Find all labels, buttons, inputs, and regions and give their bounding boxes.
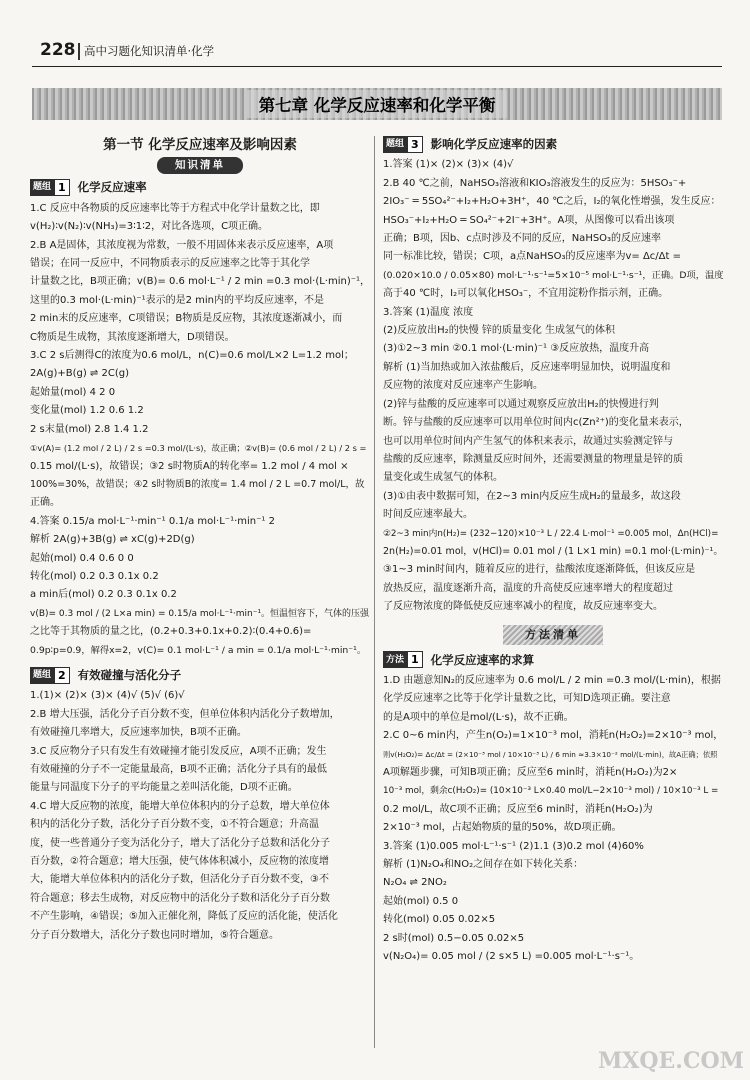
text-line: 了反应物浓度的降低使反应速率减小的程度，故反应速率变大。 bbox=[383, 601, 663, 613]
text-line: ②2~3 min内n(H₂)= (232−120)×10⁻³ L / 22.4 L·mol⁻¹ =0.005 mol，Δn(HCl)= bbox=[383, 528, 719, 539]
right-column bbox=[383, 132, 723, 966]
text-line: 这里的0.3 mol·(L·min)⁻¹表示的是2 min内的平均反应速率，不是 bbox=[30, 294, 324, 306]
text-line: 0.9p∶p=0.9，解得x=2，v(C)= 0.1 mol·L⁻¹ / a min = 0.1/a mol·L⁻¹·min⁻¹。 bbox=[30, 644, 367, 656]
text-line: 2.C 0~6 min内，产生n(O₂)=1×10⁻³ mol，消耗n(H₂O₂)=2×10⁻³ mol， bbox=[383, 730, 724, 742]
text-line: ③1~3 min时间内，随着反应的进行，盐酸浓度逐渐降低，但该反应是 bbox=[383, 564, 696, 576]
text-line: 1.答案 (1)× (2)× (3)× (4)√ bbox=[383, 159, 514, 171]
text-line: 3.C 2 s后测得C的浓度为0.6 mol/L，n(C)=0.6 mol/L×2 L=1.2 mol； bbox=[30, 350, 354, 362]
topic-tag: 题组 1 bbox=[30, 179, 70, 196]
page-number: 228 bbox=[40, 40, 76, 60]
method-tag: 方法 1 bbox=[383, 651, 423, 668]
text-line: 2×10⁻³ mol，占起始物质的量的50%，故D项正确。 bbox=[383, 822, 622, 834]
text-line: (3)①2~3 min ②0.1 mol·(L·min)⁻¹ ③反应放热，温度升高 bbox=[383, 343, 650, 355]
text-line: 时间反应速率最大。 bbox=[383, 509, 473, 521]
topic-tag: 题组 3 bbox=[383, 136, 423, 153]
text-line: 反应物的浓度对反应速率产生影响。 bbox=[383, 380, 543, 392]
watermark-logo: MXQE.COM bbox=[597, 1048, 744, 1074]
text-line: v(B)= 0.3 mol / (2 L×a min) = 0.15/a mol·L⁻¹·min⁻¹。恒温恒容下，气体的压强 bbox=[30, 608, 370, 619]
text-line: 4.答案 0.15/a mol·L⁻¹·min⁻¹ 0.1/a mol·L⁻¹·min⁻¹ 2 bbox=[30, 515, 275, 527]
answer-block-3 bbox=[383, 156, 723, 616]
answer-block-1 bbox=[30, 200, 370, 660]
topic-tag: 题组 2 bbox=[30, 667, 70, 684]
method-header-1 bbox=[383, 651, 723, 669]
text-line: 4.C 增大反应物的浓度，能增大单位体积内的分子总数，增大单位体 bbox=[30, 800, 330, 812]
knowledge-list-label: 知识清单 bbox=[30, 157, 370, 174]
text-line: 2.B A是固体，其浓度视为常数，一般不用固体来表示反应速率，A项 bbox=[30, 239, 334, 251]
text-line: 不产生影响，④错误；⑤加入正催化剂，降低了反应的活化能，使活化 bbox=[30, 911, 338, 923]
text-line: 解析 (1)N₂O₄和NO₂之间存在如下转化关系： bbox=[383, 859, 584, 871]
text-line: 之比等于其物质的量之比，(0.2+0.3+0.1x+0.2)∶(0.4+0.6)= bbox=[30, 626, 312, 638]
text-line: A项解题步骤，可知B项正确；反应至6 min时，消耗n(H₂O₂)为2× bbox=[383, 767, 678, 778]
text-line: 能量与同温度下分子的平均能量之差叫活化能，D项不正确。 bbox=[30, 782, 298, 794]
text-line: 则v(H₂O₂)= Δc/Δt = (2×10⁻³ mol / 10×10⁻³ L) / 6 min ≈3.3×10⁻² mol/(L·min)，故A正确；依照 bbox=[383, 749, 718, 759]
text-line: (2)反应放出H₂的快慢 锌的质量变化 生成氢气的体积 bbox=[383, 325, 616, 337]
text-line: (0.020×10.0 / 0.05×80) mol·L⁻¹·s⁻¹=5×10⁻⁵ mol·L⁻¹·s⁻¹，正确。D项，温度 bbox=[383, 269, 724, 281]
text-line: 3.C 反应物分子只有发生有效碰撞才能引发反应，A项不正确；发生 bbox=[30, 745, 327, 757]
topic-header-1 bbox=[30, 178, 370, 196]
text-line: a min后(mol) 0.2 0.3 0.1x 0.2 bbox=[30, 589, 177, 601]
text-line: 量变化或生成氢气的体积。 bbox=[383, 472, 503, 484]
text-line: 2.B 40 ℃之前，NaHSO₃溶液和KIO₃溶液发生的反应为：5HSO₃⁻+ bbox=[383, 177, 687, 189]
text-line: 放热反应，温度逐渐升高，温度的升高使反应速率增大的程度超过 bbox=[383, 582, 673, 594]
text-line: (2)锌与盐酸的反应速率可以通过观察反应放出H₂的快慢进行判 bbox=[383, 398, 659, 410]
text-line: 2n(H₂)=0.01 mol，v(HCl)= 0.01 mol / (1 L×1 min) =0.1 mol·(L·min)⁻¹。 bbox=[383, 545, 723, 557]
section-title: 第一节 化学反应速率及影响因素 bbox=[103, 137, 297, 153]
text-line: v(N₂O₄)= 0.05 mol / (2 s×5 L) =0.005 mol·L⁻¹·s⁻¹。 bbox=[383, 951, 640, 963]
text-line: 2IO₃⁻ ═ 5SO₄²⁻+I₂+H₂O+3H⁺，40 ℃之后，I₂的氧化性增强，发生反应： bbox=[383, 196, 721, 208]
text-line: 正确。 bbox=[30, 497, 60, 509]
text-line: 分子百分数增大，活化分子数也同时增加，⑤符合题意。 bbox=[30, 929, 279, 941]
text-line: 有效碰撞几率增大，反应速率加快，B项不正确。 bbox=[30, 727, 247, 739]
text-line: 起始(mol) 0.4 0.6 0 0 bbox=[30, 552, 134, 564]
text-line: 起始(mol) 0.5 0 bbox=[383, 895, 459, 907]
topic-title: 化学反应速率 bbox=[77, 180, 147, 195]
chapter-banner bbox=[32, 88, 722, 120]
text-line: 正确；B项，因b、c点时涉及不同的反应，NaHSO₃的反应速率 bbox=[383, 233, 662, 245]
method-list-label: 方法清单 bbox=[383, 625, 723, 645]
column-divider bbox=[374, 136, 375, 1048]
answer-block-method-1 bbox=[383, 672, 723, 967]
text-line: 1.C 反应中各物质的反应速率比等于方程式中化学计量数之比，即 bbox=[30, 202, 320, 214]
text-line: 1.(1)× (2)× (3)× (4)√ (5)√ (6)√ bbox=[30, 690, 185, 702]
chapter-title: 第七章 化学反应速率和化学平衡 bbox=[247, 90, 508, 118]
book-title: 高中习题化知识清单·化学 bbox=[84, 44, 215, 58]
topic-header-2 bbox=[30, 666, 370, 684]
topic-title: 影响化学反应速率的因素 bbox=[430, 137, 558, 151]
topic-title: 有效碰撞与活化分子 bbox=[77, 667, 182, 682]
text-line: 3.答案 (1)温度 浓度 bbox=[383, 306, 474, 318]
topic-title: 化学反应速率的求算 bbox=[430, 652, 535, 667]
text-line: 解析 (1)当加热或加入浓盐酸后，反应速率明显加快，说明温度和 bbox=[383, 361, 671, 373]
text-line: C物质是生成物，其浓度逐渐增大，D项错误。 bbox=[30, 331, 235, 343]
text-line: 大，能增大单位体积内的活化分子数，但活化分子百分数不变，③不 bbox=[30, 874, 329, 886]
text-line: 2 s末量(mol) 2.8 1.4 1.2 bbox=[30, 423, 149, 435]
text-line: (3)①由表中数据可知，在2~3 min内反应生成H₂的量最多，故这段 bbox=[383, 490, 681, 502]
text-line: 盐酸的反应速率，除测量反应时间外，还需要测量的物理量是锌的质 bbox=[383, 453, 683, 465]
text-line: 转化(mol) 0.2 0.3 0.1x 0.2 bbox=[30, 570, 159, 582]
header-divider bbox=[78, 43, 80, 60]
text-line: 1.D 由题意知N₂的反应速率为 0.6 mol/L / 2 min =0.3 mol/(L·min)，根据 bbox=[383, 674, 721, 686]
text-line: 断。锌与盐酸的反应速率可以用单位时间内c(Zn²⁺)的变化量来表示， bbox=[383, 417, 689, 429]
text-line: 积内的活化分子数，活化分子百分数不变，①不符合题意；升高温 bbox=[30, 819, 319, 831]
text-line: 错误；在同一反应中，不同物质表示的反应速率之比等于其化学 bbox=[30, 258, 310, 270]
text-line: 有效碰撞的分子不一定能量最高，B项不正确；活化分子具有的最低 bbox=[30, 764, 327, 775]
text-line: 的是A项中的单位是mol/(L·s)，故不正确。 bbox=[383, 711, 574, 723]
text-line: 2A(g)+B(g) ⇌ 2C(g) bbox=[30, 368, 129, 380]
text-line: 0.2 mol/L，故C项不正确；反应至6 min时，消耗n(H₂O₂)为 bbox=[383, 803, 653, 815]
topic-header-3 bbox=[383, 135, 723, 153]
text-line: 100%=30%，故错误；④2 s时物质B的浓度= 1.4 mol / 2 L =0.7 mol/L，故 bbox=[30, 478, 365, 490]
text-line: N₂O₄ ⇌ 2NO₂ bbox=[383, 877, 447, 889]
text-line: 2 s时(mol) 0.5−0.05 0.02×5 bbox=[383, 932, 525, 944]
text-line: 同一标准比较，错误；C项，a点NaHSO₃的反应速率为v= Δc/Δt = bbox=[383, 251, 681, 263]
left-column bbox=[30, 132, 370, 945]
text-line: v(H₂)∶v(N₂)∶v(NH₃)=3∶1∶2，对比各选项，C项正确。 bbox=[30, 221, 269, 233]
page-header bbox=[32, 40, 722, 67]
text-line: 百分数，②符合题意；增大压强，使气体体积减小，反应物的浓度增 bbox=[30, 856, 329, 868]
text-line: 2 min末的反应速率，C项错误；B物质是反应物，其浓度逐渐减小，而 bbox=[30, 313, 343, 325]
text-line: 化学反应速率之比等于化学计量数之比，可知D选项正确。要注意 bbox=[383, 693, 671, 705]
text-line: 转化(mol) 0.05 0.02×5 bbox=[383, 914, 496, 926]
text-line: HSO₃⁻+I₂+H₂O ═ SO₄²⁻+2I⁻+3H⁺。A项，从图像可以看出该项 bbox=[383, 214, 675, 226]
text-line: 10⁻³ mol，剩余c(H₂O₂)= (10×10⁻³ L×0.40 mol/L−2×10⁻³ mol) / 10×10⁻³ L = bbox=[383, 786, 719, 797]
text-line: 2.B 增大压强，活化分子百分数不变，但单位体积内活化分子数增加， bbox=[30, 708, 340, 720]
text-line: 起始量(mol) 4 2 0 bbox=[30, 386, 116, 398]
text-line: 变化量(mol) 1.2 0.6 1.2 bbox=[30, 405, 144, 417]
text-line: 解析 2A(g)+3B(g) ⇌ xC(g)+2D(g) bbox=[30, 534, 195, 546]
answer-block-2 bbox=[30, 687, 370, 945]
text-line: 计量数之比，B项正确；v(B)= 0.6 mol·L⁻¹ / 2 min =0.3 mol·(L·min)⁻¹， bbox=[30, 276, 371, 288]
text-line: 0.15 mol/(L·s)，故错误；③2 s时物质A的转化率= 1.2 mol / 4 mol × bbox=[30, 460, 349, 472]
text-line: 符合题意；移去生成物，对反应物中的活化分子数和活化分子百分数 bbox=[30, 892, 330, 904]
text-line: 3.答案 (1)0.005 mol·L⁻¹·s⁻¹ (2)1.1 (3)0.2 mol (4)60% bbox=[383, 840, 644, 852]
text-line: 高于40 ℃时，I₂可以氧化HSO₃⁻，不宜用淀粉作指示剂，正确。 bbox=[383, 288, 669, 300]
text-line: 也可以用单位时间内产生氢气的体积来表示，故通过实验测定锌与 bbox=[383, 435, 673, 447]
text-line: 度，使一些普通分子变为活化分子，增大了活化分子总数和活化分子 bbox=[30, 837, 330, 849]
text-line: ①v(A)= (1.2 mol / 2 L) / 2 s =0.3 mol/(L·s)，故正确；②v(B)= (0.6 mol / 2 L) / 2 s = bbox=[30, 443, 367, 454]
